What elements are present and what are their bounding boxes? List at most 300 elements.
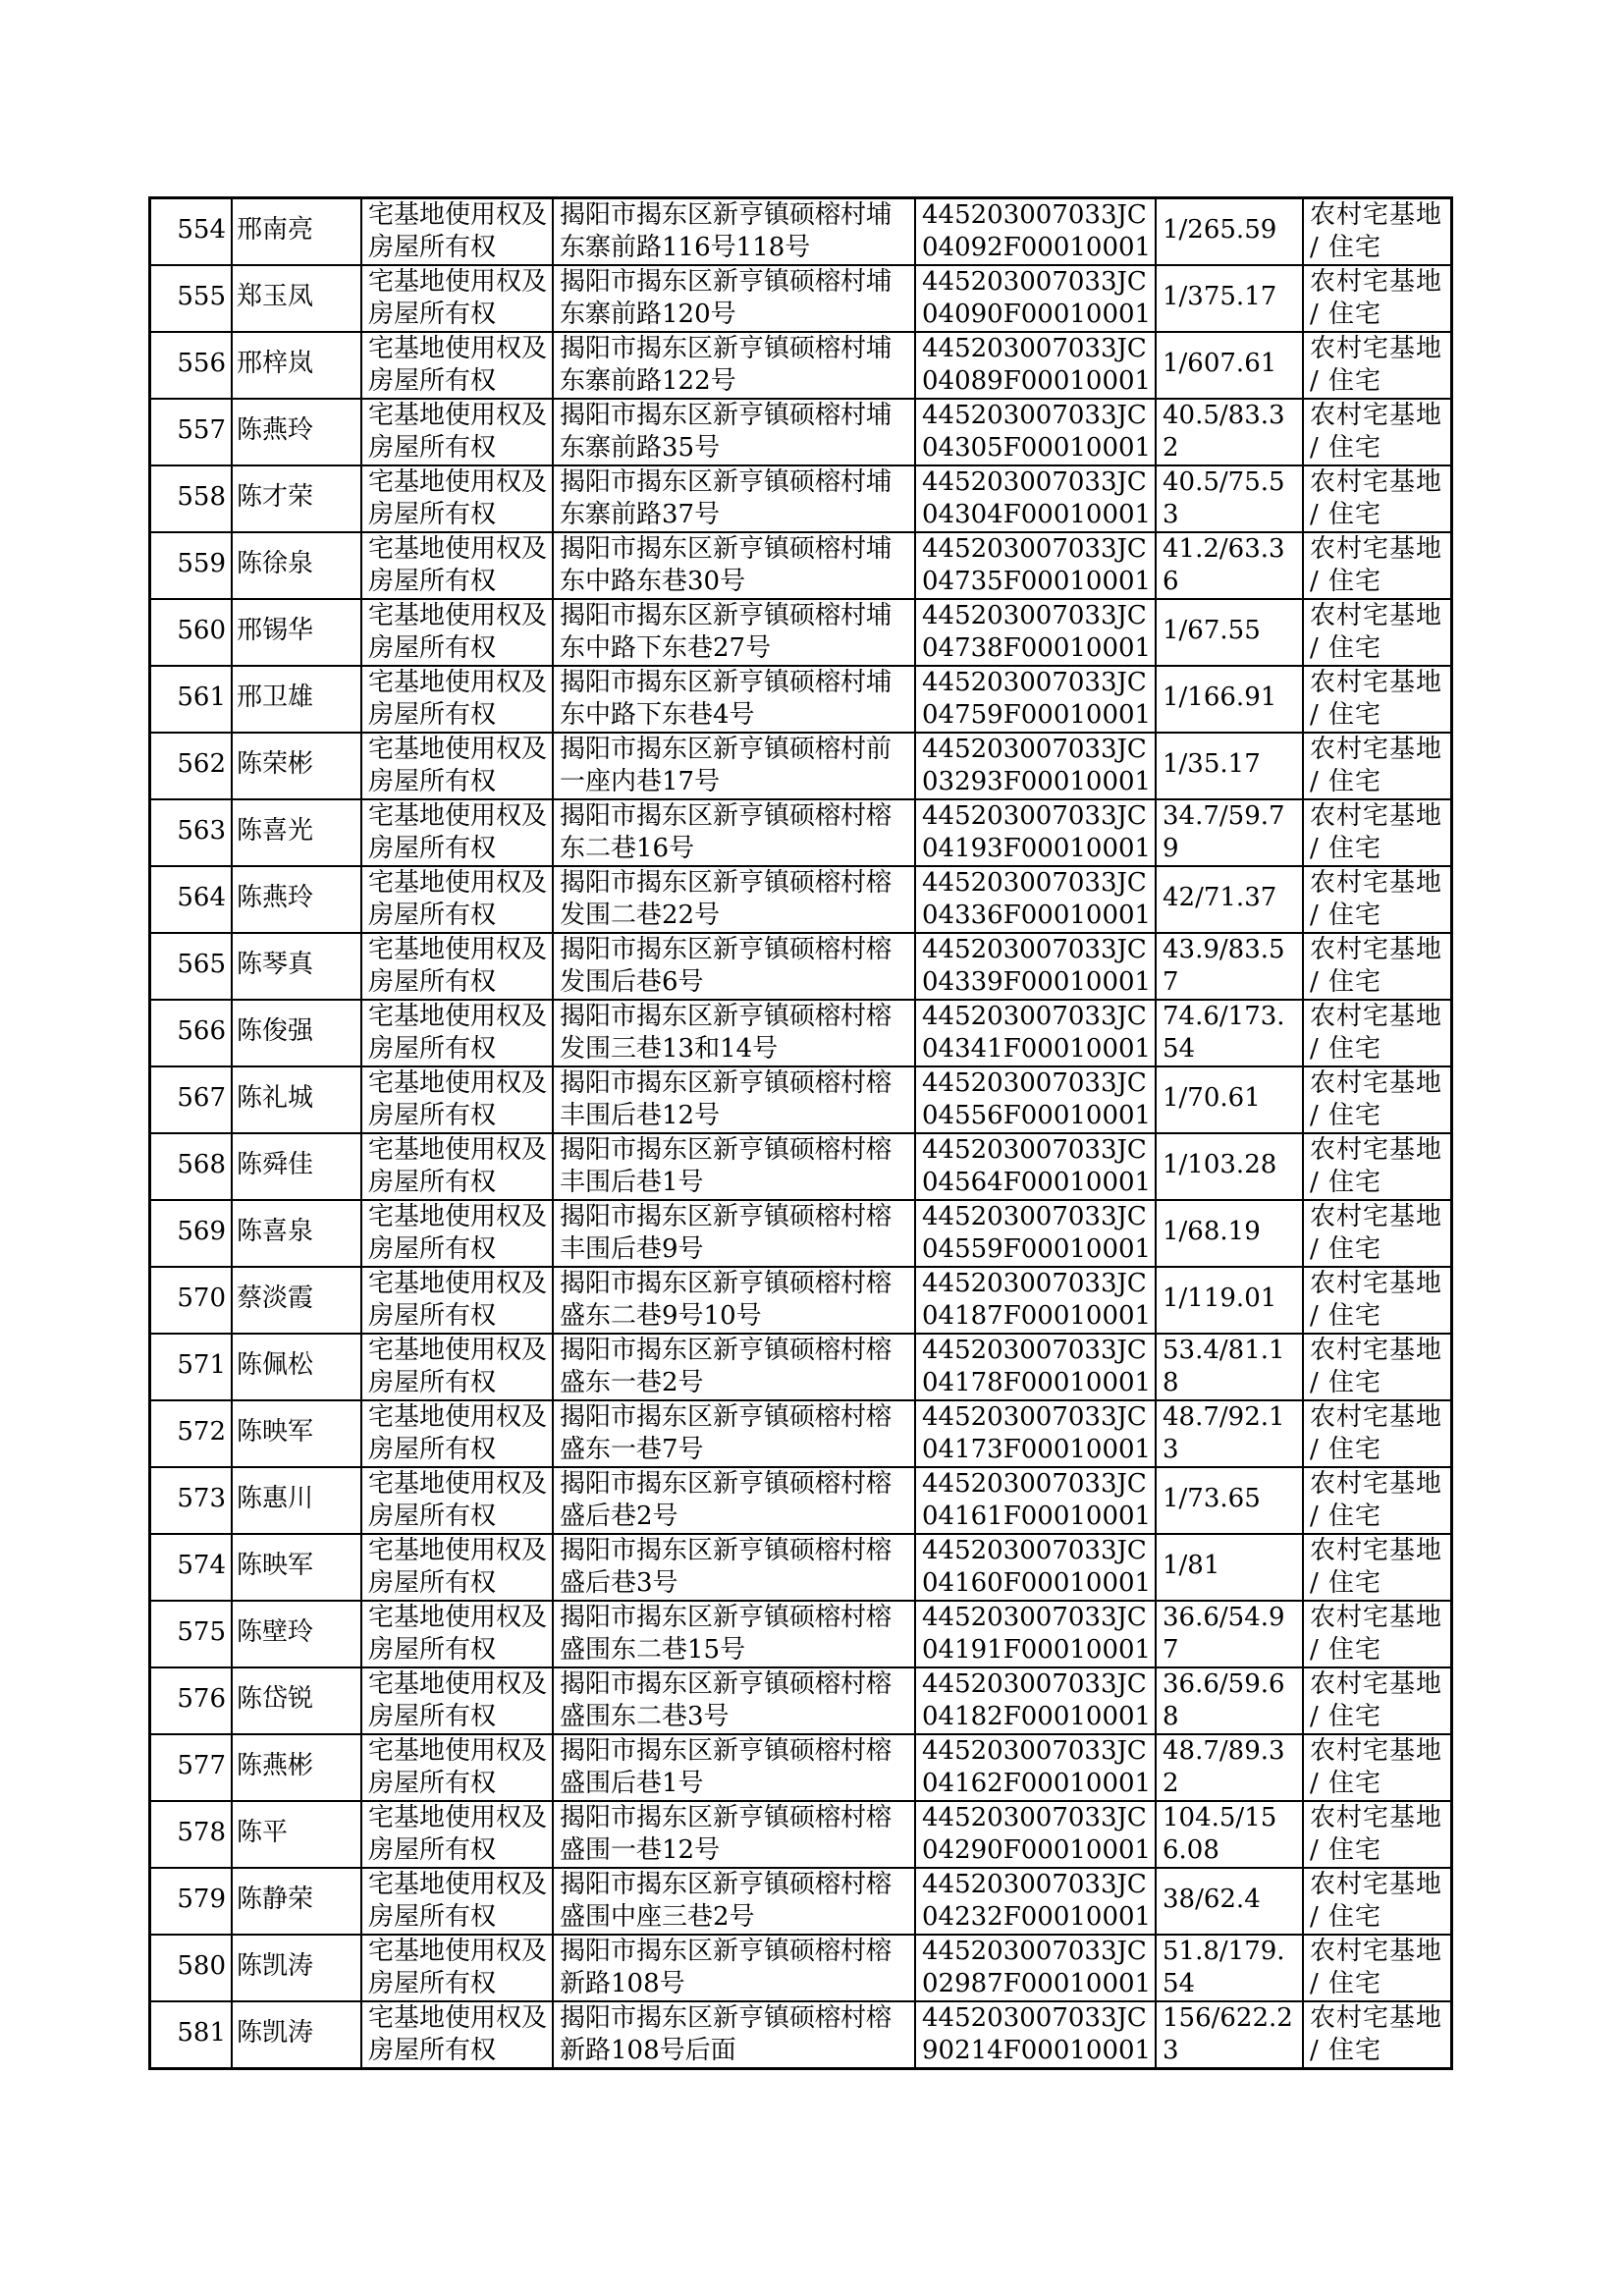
right-type-cell <box>361 2001 553 2069</box>
row-number-cell <box>150 1667 233 1734</box>
row-number: 578 <box>177 1818 226 1847</box>
unit-code: 445203007033JC04090F00010001 <box>922 267 1152 329</box>
property-address: 揭阳市揭东区新亨镇硕榕村榕盛围后巷1号 <box>560 1736 893 1798</box>
right-type-cell <box>361 1734 553 1801</box>
owner-name-cell <box>232 1667 361 1734</box>
owner-name: 郑玉凤 <box>237 282 314 311</box>
owner-name-cell <box>232 1734 361 1801</box>
row-number: 577 <box>177 1751 226 1780</box>
unit-code: 445203007033JC04173F00010001 <box>922 1402 1152 1464</box>
right-type-cell <box>361 1133 553 1200</box>
property-address: 揭阳市揭东区新亨镇硕榕村榕盛后巷2号 <box>560 1469 893 1531</box>
table-row <box>150 1734 1452 1801</box>
row-number-cell <box>150 1601 233 1667</box>
land-use-cell <box>1303 1334 1452 1400</box>
unit-code-cell <box>915 733 1156 799</box>
land-use: 农村宅基地 / 住宅 <box>1310 935 1443 997</box>
owner-name-cell <box>232 1467 361 1534</box>
area-value: 43.9/83.57 <box>1163 935 1285 997</box>
address-cell <box>553 1200 915 1267</box>
owner-name: 陈喜光 <box>237 816 314 846</box>
owner-name-cell <box>232 532 361 599</box>
owner-name: 陈壁玲 <box>237 1617 314 1647</box>
unit-code: 445203007033JC04089F00010001 <box>922 334 1152 396</box>
land-use: 农村宅基地 / 住宅 <box>1310 601 1443 663</box>
area-value: 34.7/59.79 <box>1163 801 1285 863</box>
right-type: 宅基地使用权及房屋所有权 <box>368 200 548 262</box>
land-use: 农村宅基地 / 住宅 <box>1310 1402 1443 1464</box>
owner-name: 陈佩松 <box>237 1350 314 1380</box>
land-use: 农村宅基地 / 住宅 <box>1310 1469 1443 1531</box>
unit-code: 445203007033JC04304F00010001 <box>922 467 1152 529</box>
owner-name-cell <box>232 1267 361 1334</box>
property-address: 揭阳市揭东区新亨镇硕榕村埔东寨前路122号 <box>560 334 893 396</box>
area-value: 1/119.01 <box>1163 1284 1277 1313</box>
row-number-cell <box>150 733 233 799</box>
owner-name-cell <box>232 1868 361 1935</box>
owner-name: 陈舜佳 <box>237 1150 314 1179</box>
right-type-cell <box>361 1801 553 1868</box>
owner-name-cell <box>232 599 361 666</box>
row-number-cell <box>150 265 233 332</box>
row-number: 554 <box>177 215 226 245</box>
row-number-cell <box>150 1868 233 1935</box>
land-use: 农村宅基地 / 住宅 <box>1310 1202 1443 1264</box>
address-cell <box>553 2001 915 2069</box>
owner-name-cell <box>232 933 361 1000</box>
land-use-cell <box>1303 866 1452 933</box>
unit-code-cell <box>915 265 1156 332</box>
table-row <box>150 1935 1452 2001</box>
property-address: 揭阳市揭东区新亨镇硕榕村埔东寨前路37号 <box>560 467 893 529</box>
land-use: 农村宅基地 / 住宅 <box>1310 467 1443 529</box>
area-value: 1/73.65 <box>1163 1484 1261 1513</box>
row-number-cell <box>150 399 233 465</box>
area-cell <box>1156 933 1303 1000</box>
land-use: 农村宅基地 / 住宅 <box>1310 267 1443 329</box>
owner-name: 邢南亮 <box>237 215 314 245</box>
row-number-cell <box>150 866 233 933</box>
right-type: 宅基地使用权及房屋所有权 <box>368 534 548 596</box>
area-cell <box>1156 198 1303 266</box>
row-number: 558 <box>177 482 226 512</box>
area-cell <box>1156 1534 1303 1601</box>
area-value: 1/81 <box>1163 1551 1220 1580</box>
property-address: 揭阳市揭东区新亨镇硕榕村埔东中路下东巷27号 <box>560 601 893 663</box>
unit-code: 445203007033JC04336F00010001 <box>922 868 1152 930</box>
table-row <box>150 933 1452 1000</box>
unit-code-cell <box>915 1801 1156 1868</box>
unit-code: 445203007033JC04182F00010001 <box>922 1669 1152 1731</box>
area-cell <box>1156 1334 1303 1400</box>
area-value: 51.8/179.54 <box>1163 1937 1285 1998</box>
land-use: 农村宅基地 / 住宅 <box>1310 401 1443 463</box>
right-type-cell <box>361 1534 553 1601</box>
table-row <box>150 733 1452 799</box>
right-type-cell <box>361 1667 553 1734</box>
area-value: 1/166.91 <box>1163 683 1277 712</box>
owner-name-cell <box>232 799 361 866</box>
row-number-cell <box>150 1734 233 1801</box>
right-type-cell <box>361 265 553 332</box>
table-row <box>150 1868 1452 1935</box>
area-cell <box>1156 1200 1303 1267</box>
land-use: 农村宅基地 / 住宅 <box>1310 1269 1443 1331</box>
area-value: 48.7/92.13 <box>1163 1402 1285 1464</box>
address-cell <box>553 733 915 799</box>
unit-code: 445203007033JC04339F00010001 <box>922 935 1152 997</box>
area-cell <box>1156 265 1303 332</box>
row-number-cell <box>150 1534 233 1601</box>
unit-code-cell <box>915 799 1156 866</box>
area-cell <box>1156 1400 1303 1467</box>
owner-name-cell <box>232 1935 361 2001</box>
row-number-cell <box>150 1200 233 1267</box>
table-row <box>150 1467 1452 1534</box>
land-use: 农村宅基地 / 住宅 <box>1310 868 1443 930</box>
row-number-cell <box>150 1267 233 1334</box>
unit-code: 445203007033JC03293F00010001 <box>922 735 1152 796</box>
row-number-cell <box>150 1935 233 2001</box>
row-number: 569 <box>177 1217 226 1246</box>
row-number: 568 <box>177 1150 226 1179</box>
row-number-cell <box>150 332 233 399</box>
area-value: 74.6/173.54 <box>1163 1002 1285 1064</box>
property-address: 揭阳市揭东区新亨镇硕榕村榕盛东二巷9号10号 <box>560 1269 893 1331</box>
address-cell <box>553 666 915 733</box>
area-cell <box>1156 666 1303 733</box>
land-use-cell <box>1303 1734 1452 1801</box>
owner-name: 陈琴真 <box>237 950 314 979</box>
unit-code-cell <box>915 465 1156 532</box>
unit-code-cell <box>915 599 1156 666</box>
land-use-cell <box>1303 1467 1452 1534</box>
row-number: 556 <box>177 349 226 378</box>
row-number: 571 <box>177 1350 226 1380</box>
row-number-cell <box>150 1334 233 1400</box>
address-cell <box>553 265 915 332</box>
row-number: 574 <box>177 1551 226 1580</box>
owner-name: 陈礼城 <box>237 1083 314 1113</box>
area-cell <box>1156 332 1303 399</box>
unit-code: 445203007033JC04160F00010001 <box>922 1536 1152 1598</box>
right-type: 宅基地使用权及房屋所有权 <box>368 1135 548 1197</box>
table-row <box>150 1200 1452 1267</box>
row-number: 555 <box>177 282 226 311</box>
owner-name-cell <box>232 1066 361 1133</box>
property-address: 揭阳市揭东区新亨镇硕榕村榕东二巷16号 <box>560 801 893 863</box>
land-use-cell <box>1303 733 1452 799</box>
address-cell <box>553 198 915 266</box>
unit-code: 445203007033JC04187F00010001 <box>922 1269 1152 1331</box>
land-use-cell <box>1303 1935 1452 2001</box>
address-cell <box>553 1601 915 1667</box>
right-type: 宅基地使用权及房屋所有权 <box>368 2003 548 2065</box>
address-cell <box>553 399 915 465</box>
address-cell <box>553 1334 915 1400</box>
area-value: 1/67.55 <box>1163 616 1261 645</box>
area-value: 36.6/59.68 <box>1163 1669 1285 1731</box>
owner-name-cell <box>232 1400 361 1467</box>
area-value: 156/622.23 <box>1163 2003 1293 2065</box>
owner-name: 陈映军 <box>237 1417 314 1447</box>
row-number: 579 <box>177 1885 226 1914</box>
land-use-cell <box>1303 1868 1452 1935</box>
table-row <box>150 1000 1452 1066</box>
right-type: 宅基地使用权及房屋所有权 <box>368 1469 548 1531</box>
land-use: 农村宅基地 / 住宅 <box>1310 735 1443 796</box>
address-cell <box>553 1935 915 2001</box>
right-type-cell <box>361 399 553 465</box>
property-address: 揭阳市揭东区新亨镇硕榕村榕丰围后巷9号 <box>560 1202 893 1264</box>
land-use-cell <box>1303 198 1452 266</box>
land-use: 农村宅基地 / 住宅 <box>1310 1736 1443 1798</box>
unit-code: 445203007033JC02987F00010001 <box>922 1937 1152 1998</box>
area-value: 1/68.19 <box>1163 1217 1261 1246</box>
address-cell <box>553 1734 915 1801</box>
owner-name: 陈凯涛 <box>237 1951 314 1981</box>
unit-code: 445203007033JC04759F00010001 <box>922 668 1152 730</box>
owner-name: 蔡淡霞 <box>237 1284 314 1313</box>
area-value: 48.7/89.32 <box>1163 1736 1285 1798</box>
row-number: 562 <box>177 749 226 779</box>
right-type-cell <box>361 733 553 799</box>
unit-code: 445203007033JC04162F00010001 <box>922 1736 1152 1798</box>
table-row <box>150 2001 1452 2069</box>
property-address: 揭阳市揭东区新亨镇硕榕村榕盛后巷3号 <box>560 1536 893 1598</box>
property-address: 揭阳市揭东区新亨镇硕榕村榕发围后巷6号 <box>560 935 893 997</box>
land-use-cell <box>1303 1400 1452 1467</box>
owner-name: 陈映军 <box>237 1551 314 1580</box>
unit-code: 445203007033JC04092F00010001 <box>922 200 1152 262</box>
land-use: 农村宅基地 / 住宅 <box>1310 200 1443 262</box>
table-row <box>150 799 1452 866</box>
land-use: 农村宅基地 / 住宅 <box>1310 1803 1443 1865</box>
table-row <box>150 532 1452 599</box>
land-use: 农村宅基地 / 住宅 <box>1310 1536 1443 1598</box>
area-cell <box>1156 1734 1303 1801</box>
property-address: 揭阳市揭东区新亨镇硕榕村榕新路108号 <box>560 1937 893 1998</box>
area-value: 40.5/83.32 <box>1163 401 1285 463</box>
area-cell <box>1156 1467 1303 1534</box>
unit-code: 445203007033JC04290F00010001 <box>922 1803 1152 1865</box>
row-number: 560 <box>177 616 226 645</box>
address-cell <box>553 1267 915 1334</box>
property-address: 揭阳市揭东区新亨镇硕榕村榕丰围后巷1号 <box>560 1135 893 1197</box>
right-type: 宅基地使用权及房屋所有权 <box>368 601 548 663</box>
owner-name-cell <box>232 399 361 465</box>
area-value: 104.5/156.08 <box>1163 1803 1277 1865</box>
owner-name: 陈凯涛 <box>237 2018 314 2048</box>
land-use-cell <box>1303 465 1452 532</box>
address-cell <box>553 933 915 1000</box>
row-number-cell <box>150 1000 233 1066</box>
property-address: 揭阳市揭东区新亨镇硕榕村榕发围二巷22号 <box>560 868 893 930</box>
unit-code-cell <box>915 532 1156 599</box>
land-use-cell <box>1303 1267 1452 1334</box>
unit-code: 445203007033JC04341F00010001 <box>922 1002 1152 1064</box>
land-use-cell <box>1303 666 1452 733</box>
owner-name-cell <box>232 1334 361 1400</box>
property-address: 揭阳市揭东区新亨镇硕榕村埔东寨前路35号 <box>560 401 893 463</box>
land-use: 农村宅基地 / 住宅 <box>1310 1135 1443 1197</box>
table-row <box>150 1801 1452 1868</box>
row-number-cell <box>150 666 233 733</box>
land-use-cell <box>1303 532 1452 599</box>
area-value: 53.4/81.18 <box>1163 1336 1285 1397</box>
land-use: 农村宅基地 / 住宅 <box>1310 2003 1443 2065</box>
right-type: 宅基地使用权及房屋所有权 <box>368 1202 548 1264</box>
right-type-cell <box>361 599 553 666</box>
owner-name: 陈燕彬 <box>237 1751 314 1780</box>
property-address: 揭阳市揭东区新亨镇硕榕村埔东中路东巷30号 <box>560 534 893 596</box>
right-type: 宅基地使用权及房屋所有权 <box>368 1603 548 1665</box>
table-row <box>150 1601 1452 1667</box>
area-value: 41.2/63.36 <box>1163 534 1285 596</box>
property-address: 揭阳市揭东区新亨镇硕榕村榕丰围后巷12号 <box>560 1068 893 1130</box>
row-number-cell <box>150 799 233 866</box>
land-use-cell <box>1303 2001 1452 2069</box>
unit-code-cell <box>915 1133 1156 1200</box>
unit-code: 445203007033JC04738F00010001 <box>922 601 1152 663</box>
table-row <box>150 399 1452 465</box>
right-type-cell <box>361 1601 553 1667</box>
right-type-cell <box>361 465 553 532</box>
owner-name: 陈静荣 <box>237 1885 314 1914</box>
right-type-cell <box>361 666 553 733</box>
row-number: 575 <box>177 1617 226 1647</box>
unit-code-cell <box>915 399 1156 465</box>
unit-code: 445203007033JC04193F00010001 <box>922 801 1152 863</box>
unit-code-cell <box>915 1601 1156 1667</box>
right-type-cell <box>361 198 553 266</box>
owner-name-cell <box>232 666 361 733</box>
owner-name: 陈惠川 <box>237 1484 314 1513</box>
unit-code-cell <box>915 1467 1156 1534</box>
table-row <box>150 465 1452 532</box>
table-row <box>150 1267 1452 1334</box>
owner-name: 陈喜泉 <box>237 1217 314 1246</box>
right-type-cell <box>361 1066 553 1133</box>
land-use: 农村宅基地 / 住宅 <box>1310 1603 1443 1665</box>
area-value: 1/103.28 <box>1163 1150 1277 1179</box>
table-row <box>150 198 1452 266</box>
table-row <box>150 1133 1452 1200</box>
unit-code-cell <box>915 666 1156 733</box>
land-use-cell <box>1303 1667 1452 1734</box>
right-type-cell <box>361 1467 553 1534</box>
area-value: 38/62.4 <box>1163 1885 1261 1914</box>
row-number-cell <box>150 2001 233 2069</box>
address-cell <box>553 532 915 599</box>
right-type: 宅基地使用权及房屋所有权 <box>368 935 548 997</box>
area-cell <box>1156 532 1303 599</box>
row-number: 563 <box>177 816 226 846</box>
row-number: 557 <box>177 415 226 445</box>
property-address: 揭阳市揭东区新亨镇硕榕村榕盛围东二巷3号 <box>560 1669 893 1731</box>
owner-name: 陈平 <box>237 1818 289 1847</box>
area-value: 1/35.17 <box>1163 749 1261 779</box>
land-use-cell <box>1303 1000 1452 1066</box>
right-type-cell <box>361 1400 553 1467</box>
unit-code: 445203007033JC04735F00010001 <box>922 534 1152 596</box>
right-type: 宅基地使用权及房屋所有权 <box>368 401 548 463</box>
owner-name-cell <box>232 1601 361 1667</box>
area-cell <box>1156 1267 1303 1334</box>
right-type: 宅基地使用权及房屋所有权 <box>368 1068 548 1130</box>
owner-name-cell <box>232 465 361 532</box>
right-type-cell <box>361 1200 553 1267</box>
table-row <box>150 866 1452 933</box>
area-cell <box>1156 465 1303 532</box>
row-number-cell <box>150 1066 233 1133</box>
unit-code-cell <box>915 198 1156 266</box>
owner-name-cell <box>232 1534 361 1601</box>
unit-code-cell <box>915 1200 1156 1267</box>
right-type: 宅基地使用权及房屋所有权 <box>368 1870 548 1932</box>
table-row <box>150 1534 1452 1601</box>
owner-name: 陈才荣 <box>237 482 314 512</box>
table-row <box>150 1334 1452 1400</box>
row-number: 572 <box>177 1417 226 1447</box>
property-address: 揭阳市揭东区新亨镇硕榕村榕盛围东二巷15号 <box>560 1603 893 1665</box>
address-cell <box>553 1801 915 1868</box>
land-use-cell <box>1303 399 1452 465</box>
unit-code: 445203007033JC04564F00010001 <box>922 1135 1152 1197</box>
unit-code-cell <box>915 2001 1156 2069</box>
land-use-cell <box>1303 1133 1452 1200</box>
area-cell <box>1156 1801 1303 1868</box>
registry-body <box>150 198 1452 2069</box>
area-value: 1/607.61 <box>1163 349 1277 378</box>
property-address: 揭阳市揭东区新亨镇硕榕村榕盛围中座三巷2号 <box>560 1870 893 1932</box>
address-cell <box>553 465 915 532</box>
unit-code-cell <box>915 1734 1156 1801</box>
area-cell <box>1156 1868 1303 1935</box>
area-cell <box>1156 1000 1303 1066</box>
right-type: 宅基地使用权及房屋所有权 <box>368 267 548 329</box>
row-number-cell <box>150 1133 233 1200</box>
right-type: 宅基地使用权及房屋所有权 <box>368 868 548 930</box>
unit-code-cell <box>915 1400 1156 1467</box>
owner-name-cell <box>232 1200 361 1267</box>
area-cell <box>1156 1066 1303 1133</box>
land-use-cell <box>1303 1534 1452 1601</box>
land-use-cell <box>1303 799 1452 866</box>
owner-name: 邢卫雄 <box>237 683 314 712</box>
address-cell <box>553 1467 915 1534</box>
area-cell <box>1156 866 1303 933</box>
area-cell <box>1156 399 1303 465</box>
right-type: 宅基地使用权及房屋所有权 <box>368 1269 548 1331</box>
owner-name-cell <box>232 2001 361 2069</box>
owner-name-cell <box>232 1801 361 1868</box>
right-type-cell <box>361 1000 553 1066</box>
owner-name: 陈岱锐 <box>237 1684 314 1714</box>
address-cell <box>553 1534 915 1601</box>
property-address: 揭阳市揭东区新亨镇硕榕村埔东寨前路120号 <box>560 267 893 329</box>
property-address: 揭阳市揭东区新亨镇硕榕村榕盛东一巷2号 <box>560 1336 893 1397</box>
table-row <box>150 332 1452 399</box>
owner-name-cell <box>232 332 361 399</box>
area-value: 1/265.59 <box>1163 215 1277 245</box>
owner-name: 邢梓岚 <box>237 349 314 378</box>
land-use-cell <box>1303 933 1452 1000</box>
right-type: 宅基地使用权及房屋所有权 <box>368 467 548 529</box>
unit-code-cell <box>915 1868 1156 1935</box>
right-type: 宅基地使用权及房屋所有权 <box>368 1002 548 1064</box>
right-type-cell <box>361 1868 553 1935</box>
